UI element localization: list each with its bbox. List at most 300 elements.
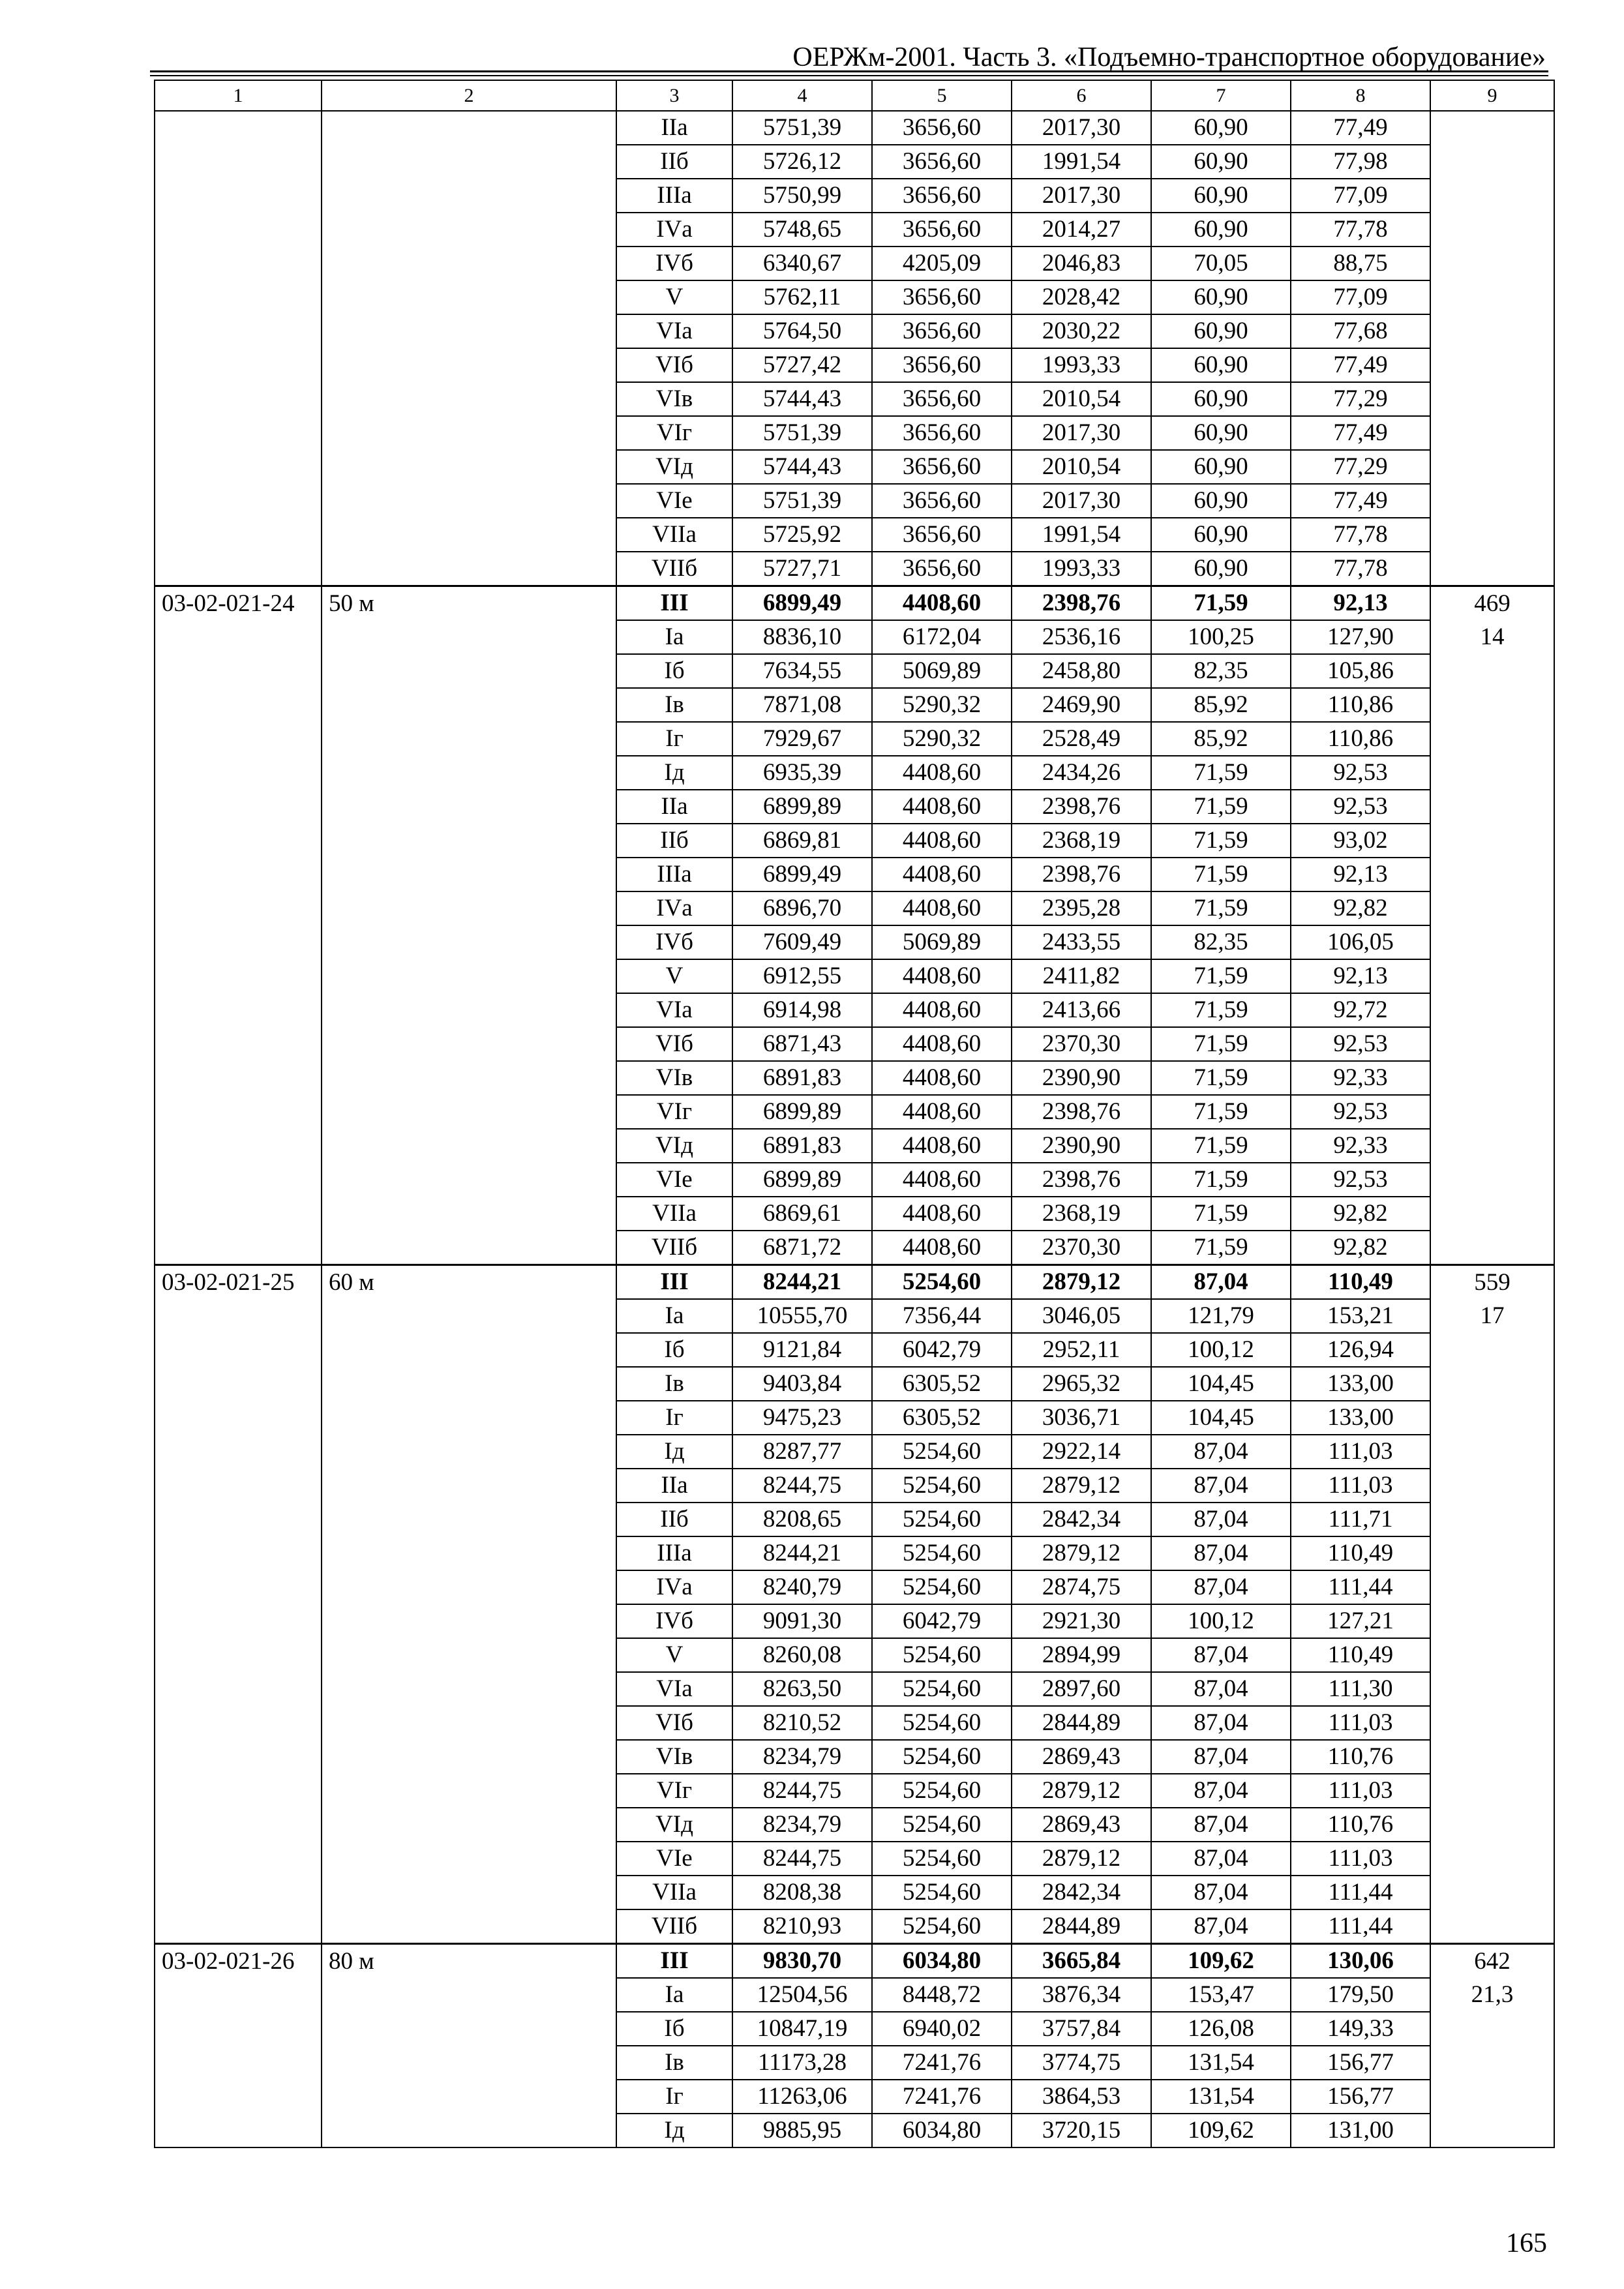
machine-cost-cell: 2028,42: [1012, 280, 1151, 314]
name-cell: [322, 1333, 616, 1367]
extra-cell: [1430, 1401, 1554, 1435]
name-cell: [322, 1808, 616, 1842]
total-cost-cell: 9403,84: [732, 1367, 872, 1401]
name-cell: [322, 450, 616, 484]
labor-hours-cell: 111,03: [1291, 1435, 1430, 1469]
name-cell: [322, 1876, 616, 1909]
wages-cell: 71,59: [1151, 1129, 1291, 1163]
header-rule-thick: [150, 70, 1548, 72]
extra-cell: [1430, 1672, 1554, 1706]
wages-cell: 121,79: [1151, 1299, 1291, 1333]
labor-cost-cell: 3656,60: [872, 552, 1012, 586]
extra-cell: [1430, 790, 1554, 824]
wages-cell: 71,59: [1151, 1061, 1291, 1095]
total-cost-cell: 8244,75: [732, 1469, 872, 1503]
total-cost-cell: 8287,77: [732, 1435, 872, 1469]
code-cell: [155, 993, 322, 1027]
table-group-row: [155, 1265, 1554, 1300]
code-cell: [155, 348, 322, 382]
name-cell: [322, 1604, 616, 1638]
machine-cost-cell: 2017,30: [1012, 484, 1151, 518]
coefficient-cell: IIа: [616, 790, 732, 824]
wages-cell: 71,59: [1151, 1095, 1291, 1129]
name-cell: [322, 1672, 616, 1706]
labor-hours-cell: 110,76: [1291, 1740, 1430, 1774]
labor-cost-cell: 3656,60: [872, 314, 1012, 348]
name-cell: [322, 1129, 616, 1163]
labor-cost-cell: 5069,89: [872, 654, 1012, 688]
code-cell: [155, 2114, 322, 2147]
table-row: [155, 213, 1554, 247]
labor-hours-cell: 111,03: [1291, 1842, 1430, 1876]
labor-hours-cell: 130,06: [1291, 1944, 1430, 1979]
machine-cost-cell: 3757,84: [1012, 2012, 1151, 2046]
table-row: [155, 1367, 1554, 1401]
labor-hours-cell: 77,78: [1291, 552, 1430, 586]
machine-cost-cell: 2017,30: [1012, 111, 1151, 145]
labor-cost-cell: 5254,60: [872, 1706, 1012, 1740]
wages-cell: 60,90: [1151, 314, 1291, 348]
wages-cell: 60,90: [1151, 145, 1291, 179]
wages-cell: 100,25: [1151, 620, 1291, 654]
coefficient-cell: IIIа: [616, 179, 732, 213]
coefficient-cell: VIIа: [616, 518, 732, 552]
table-row: [155, 1503, 1554, 1536]
table-row: [155, 1909, 1554, 1944]
machine-cost-cell: 3876,34: [1012, 1978, 1151, 2012]
extra-cell: [1430, 1503, 1554, 1536]
wages-cell: 85,92: [1151, 688, 1291, 722]
machine-cost-cell: 2921,30: [1012, 1604, 1151, 1638]
labor-hours-cell: 110,76: [1291, 1808, 1430, 1842]
code-cell: [155, 416, 322, 450]
code-cell: [155, 688, 322, 722]
extra-cell: [1430, 382, 1554, 416]
labor-hours-cell: 92,53: [1291, 756, 1430, 790]
table-row: [155, 1231, 1554, 1265]
labor-hours-cell: 92,53: [1291, 1027, 1430, 1061]
machine-cost-cell: 2014,27: [1012, 213, 1151, 247]
table-row: [155, 993, 1554, 1027]
name-cell: [322, 348, 616, 382]
total-cost-cell: 8208,38: [732, 1876, 872, 1909]
code-cell: [155, 484, 322, 518]
labor-cost-cell: 5254,60: [872, 1876, 1012, 1909]
labor-hours-cell: 77,09: [1291, 179, 1430, 213]
total-cost-cell: 8244,21: [732, 1265, 872, 1300]
wages-cell: 87,04: [1151, 1265, 1291, 1300]
table-row: [155, 1163, 1554, 1197]
machine-cost-cell: 2370,30: [1012, 1231, 1151, 1265]
code-cell: [155, 1299, 322, 1333]
machine-cost-cell: 1991,54: [1012, 145, 1151, 179]
labor-cost-cell: 5290,32: [872, 722, 1012, 756]
machine-cost-cell: 2469,90: [1012, 688, 1151, 722]
extra-cell: [1430, 416, 1554, 450]
table-row: [155, 756, 1554, 790]
name-cell: [322, 1909, 616, 1944]
code-cell: [155, 2012, 322, 2046]
code-cell: [155, 891, 322, 925]
machine-cost-cell: 2411,82: [1012, 959, 1151, 993]
coefficient-cell: VIа: [616, 314, 732, 348]
table-row: [155, 179, 1554, 213]
coefficient-cell: Iд: [616, 2114, 732, 2147]
labor-hours-cell: 77,78: [1291, 518, 1430, 552]
extra-cell: [1430, 1333, 1554, 1367]
wages-cell: 100,12: [1151, 1604, 1291, 1638]
wages-cell: 87,04: [1151, 1876, 1291, 1909]
labor-cost-cell: 3656,60: [872, 450, 1012, 484]
wages-cell: 85,92: [1151, 722, 1291, 756]
labor-hours-cell: 77,98: [1291, 145, 1430, 179]
name-cell: [322, 2012, 616, 2046]
labor-cost-cell: 4408,60: [872, 1129, 1012, 1163]
machine-cost-cell: 2842,34: [1012, 1876, 1151, 1909]
code-cell: [155, 1469, 322, 1503]
table-row: [155, 1095, 1554, 1129]
table-row: [155, 790, 1554, 824]
wages-cell: 104,45: [1151, 1401, 1291, 1435]
column-number: 9: [1430, 80, 1554, 111]
labor-cost-cell: 3656,60: [872, 111, 1012, 145]
name-cell: [322, 1435, 616, 1469]
name-cell: [322, 1503, 616, 1536]
extra-cell: [1430, 858, 1554, 891]
labor-cost-cell: 5254,60: [872, 1536, 1012, 1570]
total-cost-cell: 5744,43: [732, 382, 872, 416]
labor-cost-cell: 5254,60: [872, 1435, 1012, 1469]
total-cost-cell: 8240,79: [732, 1570, 872, 1604]
labor-cost-cell: 6305,52: [872, 1401, 1012, 1435]
total-cost-cell: 8234,79: [732, 1740, 872, 1774]
machine-cost-cell: 3046,05: [1012, 1299, 1151, 1333]
coefficient-cell: VIIб: [616, 552, 732, 586]
total-cost-cell: 7634,55: [732, 654, 872, 688]
code-cell: [155, 1842, 322, 1876]
code-cell: [155, 1027, 322, 1061]
labor-hours-cell: 131,00: [1291, 2114, 1430, 2147]
name-cell: [322, 688, 616, 722]
total-cost-cell: 10847,19: [732, 2012, 872, 2046]
machine-cost-cell: 1993,33: [1012, 348, 1151, 382]
wages-cell: 87,04: [1151, 1909, 1291, 1944]
coefficient-cell: IIа: [616, 111, 732, 145]
labor-cost-cell: 5254,60: [872, 1469, 1012, 1503]
wages-cell: 60,90: [1151, 382, 1291, 416]
labor-cost-cell: 6172,04: [872, 620, 1012, 654]
wages-cell: 71,59: [1151, 586, 1291, 621]
extra-cell: [1430, 1027, 1554, 1061]
code-cell: [155, 1197, 322, 1231]
table-row: [155, 2012, 1554, 2046]
coefficient-cell: VIб: [616, 1027, 732, 1061]
name-cell: [322, 620, 616, 654]
code-cell: [155, 925, 322, 959]
table-row: [155, 1876, 1554, 1909]
labor-hours-cell: 111,30: [1291, 1672, 1430, 1706]
total-cost-cell: 8244,75: [732, 1774, 872, 1808]
code-cell: [155, 314, 322, 348]
wages-cell: 71,59: [1151, 1163, 1291, 1197]
labor-cost-cell: 6042,79: [872, 1604, 1012, 1638]
extra-cell: [1430, 1604, 1554, 1638]
coefficient-cell: VIв: [616, 1740, 732, 1774]
total-cost-cell: 8244,75: [732, 1842, 872, 1876]
extra-cell: [1430, 1163, 1554, 1197]
table-row: [155, 518, 1554, 552]
wages-cell: 71,59: [1151, 891, 1291, 925]
code-cell: [155, 518, 322, 552]
name-cell: [322, 1570, 616, 1604]
machine-cost-cell: 2458,80: [1012, 654, 1151, 688]
coefficient-cell: III: [616, 1265, 732, 1300]
total-cost-cell: 9885,95: [732, 2114, 872, 2147]
code-cell: 03-02-021-24: [155, 586, 322, 621]
wages-cell: 87,04: [1151, 1740, 1291, 1774]
total-cost-cell: 7871,08: [732, 688, 872, 722]
machine-cost-cell: 2844,89: [1012, 1909, 1151, 1944]
labor-hours-cell: 92,13: [1291, 586, 1430, 621]
extra-cell: [1430, 722, 1554, 756]
total-cost-cell: 8244,21: [732, 1536, 872, 1570]
coefficient-cell: IVб: [616, 1604, 732, 1638]
wages-cell: 71,59: [1151, 824, 1291, 858]
code-cell: [155, 1129, 322, 1163]
total-cost-cell: 12504,56: [732, 1978, 872, 2012]
total-cost-cell: 6340,67: [732, 247, 872, 280]
table-row: [155, 959, 1554, 993]
code-cell: [155, 756, 322, 790]
labor-hours-cell: 92,72: [1291, 993, 1430, 1027]
machine-cost-cell: 2368,19: [1012, 824, 1151, 858]
name-cell: [322, 518, 616, 552]
extra-cell: [1430, 1638, 1554, 1672]
total-cost-cell: 8210,52: [732, 1706, 872, 1740]
code-cell: [155, 1808, 322, 1842]
labor-hours-cell: 111,44: [1291, 1876, 1430, 1909]
labor-hours-cell: 92,13: [1291, 959, 1430, 993]
total-cost-cell: 5762,11: [732, 280, 872, 314]
table-row: [155, 111, 1554, 145]
labor-cost-cell: 3656,60: [872, 179, 1012, 213]
name-cell: [322, 145, 616, 179]
coefficient-cell: VIб: [616, 1706, 732, 1740]
table-row: [155, 1842, 1554, 1876]
code-cell: [155, 1163, 322, 1197]
coefficient-cell: IIIа: [616, 1536, 732, 1570]
name-cell: [322, 247, 616, 280]
machine-cost-cell: 3665,84: [1012, 1944, 1151, 1979]
coefficient-cell: VIIа: [616, 1197, 732, 1231]
wages-cell: 71,59: [1151, 959, 1291, 993]
table-row: [155, 1061, 1554, 1095]
labor-hours-cell: 77,49: [1291, 416, 1430, 450]
labor-cost-cell: 4408,60: [872, 586, 1012, 621]
coefficient-cell: V: [616, 1638, 732, 1672]
labor-cost-cell: 7356,44: [872, 1299, 1012, 1333]
name-cell: [322, 2080, 616, 2114]
total-cost-cell: 7609,49: [732, 925, 872, 959]
coefficient-cell: IVб: [616, 925, 732, 959]
coefficient-cell: VIг: [616, 1774, 732, 1808]
labor-hours-cell: 127,21: [1291, 1604, 1430, 1638]
code-cell: [155, 450, 322, 484]
labor-hours-cell: 110,49: [1291, 1536, 1430, 1570]
total-cost-cell: 5725,92: [732, 518, 872, 552]
name-cell: [322, 756, 616, 790]
labor-hours-cell: 77,68: [1291, 314, 1430, 348]
code-cell: [155, 552, 322, 586]
extra-cell: [1430, 145, 1554, 179]
table-row: [155, 925, 1554, 959]
labor-hours-cell: 156,77: [1291, 2080, 1430, 2114]
labor-cost-cell: 6034,80: [872, 2114, 1012, 2147]
name-cell: [322, 993, 616, 1027]
code-cell: [155, 1638, 322, 1672]
machine-cost-cell: 2368,19: [1012, 1197, 1151, 1231]
coefficient-cell: Iа: [616, 1978, 732, 2012]
labor-hours-cell: 77,49: [1291, 484, 1430, 518]
extra-cell: [1430, 1061, 1554, 1095]
machine-cost-cell: 2922,14: [1012, 1435, 1151, 1469]
table-row: [155, 1401, 1554, 1435]
code-cell: [155, 111, 322, 145]
code-cell: [155, 280, 322, 314]
total-cost-cell: 8263,50: [732, 1672, 872, 1706]
table-group-row: [155, 1944, 1554, 1979]
code-cell: 03-02-021-26: [155, 1944, 322, 1979]
machine-cost-cell: 2413,66: [1012, 993, 1151, 1027]
labor-hours-cell: 110,86: [1291, 722, 1430, 756]
extra-cell: [1430, 925, 1554, 959]
labor-hours-cell: 110,49: [1291, 1265, 1430, 1300]
labor-hours-cell: 77,29: [1291, 450, 1430, 484]
total-cost-cell: 6899,49: [732, 858, 872, 891]
coefficient-cell: VIв: [616, 382, 732, 416]
labor-cost-cell: 5254,60: [872, 1570, 1012, 1604]
labor-hours-cell: 105,86: [1291, 654, 1430, 688]
labor-hours-cell: 92,53: [1291, 1095, 1430, 1129]
labor-hours-cell: 92,53: [1291, 1163, 1430, 1197]
name-cell: [322, 654, 616, 688]
code-cell: [155, 145, 322, 179]
code-cell: [155, 1774, 322, 1808]
total-cost-cell: 5751,39: [732, 111, 872, 145]
wages-cell: 87,04: [1151, 1638, 1291, 1672]
table-row: [155, 654, 1554, 688]
labor-cost-cell: 4205,09: [872, 247, 1012, 280]
labor-hours-cell: 77,09: [1291, 280, 1430, 314]
name-cell: [322, 2114, 616, 2147]
labor-cost-cell: 3656,60: [872, 280, 1012, 314]
machine-cost-cell: 3774,75: [1012, 2046, 1151, 2080]
coefficient-cell: VIIб: [616, 1231, 732, 1265]
total-cost-cell: 8260,08: [732, 1638, 872, 1672]
coefficient-cell: VIа: [616, 993, 732, 1027]
machine-cost-cell: 2390,90: [1012, 1061, 1151, 1095]
labor-cost-cell: 4408,60: [872, 1231, 1012, 1265]
column-number: 6: [1012, 80, 1151, 111]
extra-cell: [1430, 247, 1554, 280]
wages-cell: 71,59: [1151, 790, 1291, 824]
code-cell: [155, 1367, 322, 1401]
extra-cell: [1430, 993, 1554, 1027]
column-number: 8: [1291, 80, 1430, 111]
labor-cost-cell: 4408,60: [872, 1163, 1012, 1197]
column-number: 4: [732, 80, 872, 111]
labor-cost-cell: 6034,80: [872, 1944, 1012, 1979]
name-cell: [322, 382, 616, 416]
total-cost-cell: 6896,70: [732, 891, 872, 925]
wages-cell: 71,59: [1151, 756, 1291, 790]
code-cell: [155, 1740, 322, 1774]
labor-cost-cell: 6042,79: [872, 1333, 1012, 1367]
machine-cost-cell: 2434,26: [1012, 756, 1151, 790]
labor-cost-cell: 5254,60: [872, 1808, 1012, 1842]
machine-cost-cell: 2869,43: [1012, 1808, 1151, 1842]
extra-cell: [1430, 314, 1554, 348]
name-cell: [322, 314, 616, 348]
coefficient-cell: IIб: [616, 145, 732, 179]
labor-hours-cell: 77,49: [1291, 348, 1430, 382]
extra-cell: [1430, 688, 1554, 722]
labor-hours-cell: 77,78: [1291, 213, 1430, 247]
labor-hours-cell: 93,02: [1291, 824, 1430, 858]
coefficient-cell: III: [616, 586, 732, 621]
column-number: 3: [616, 80, 732, 111]
coefficient-cell: IVа: [616, 213, 732, 247]
wages-cell: 60,90: [1151, 416, 1291, 450]
machine-cost-cell: 2842,34: [1012, 1503, 1151, 1536]
code-cell: [155, 1604, 322, 1638]
extra-cell: [1430, 756, 1554, 790]
machine-cost-cell: 3036,71: [1012, 1401, 1151, 1435]
name-cell: 80 м: [322, 1944, 616, 1979]
code-cell: [155, 1095, 322, 1129]
extra-cell: 642: [1430, 1944, 1554, 1979]
extra-cell: 21,3: [1430, 1978, 1554, 2012]
extra-cell: [1430, 111, 1554, 145]
name-cell: 50 м: [322, 586, 616, 621]
machine-cost-cell: 2046,83: [1012, 247, 1151, 280]
labor-hours-cell: 106,05: [1291, 925, 1430, 959]
labor-hours-cell: 111,44: [1291, 1909, 1430, 1944]
labor-cost-cell: 3656,60: [872, 213, 1012, 247]
machine-cost-cell: 2433,55: [1012, 925, 1151, 959]
coefficient-cell: Iб: [616, 654, 732, 688]
name-cell: [322, 179, 616, 213]
machine-cost-cell: 2879,12: [1012, 1774, 1151, 1808]
machine-cost-cell: 3864,53: [1012, 2080, 1151, 2114]
labor-cost-cell: 5290,32: [872, 688, 1012, 722]
name-cell: [322, 1978, 616, 2012]
name-cell: [322, 824, 616, 858]
column-number: 7: [1151, 80, 1291, 111]
coefficient-cell: IVа: [616, 1570, 732, 1604]
coefficient-cell: V: [616, 959, 732, 993]
extra-cell: 559: [1430, 1265, 1554, 1300]
labor-hours-cell: 111,03: [1291, 1469, 1430, 1503]
code-cell: [155, 824, 322, 858]
table-body: [155, 80, 1554, 2147]
name-cell: [322, 213, 616, 247]
labor-hours-cell: 153,21: [1291, 1299, 1430, 1333]
code-cell: [155, 213, 322, 247]
extra-cell: [1430, 2114, 1554, 2147]
running-header: ОЕРЖм-2001. Часть 3. «Подъемно-транспортное оборудование»: [792, 42, 1546, 72]
wages-cell: 71,59: [1151, 993, 1291, 1027]
